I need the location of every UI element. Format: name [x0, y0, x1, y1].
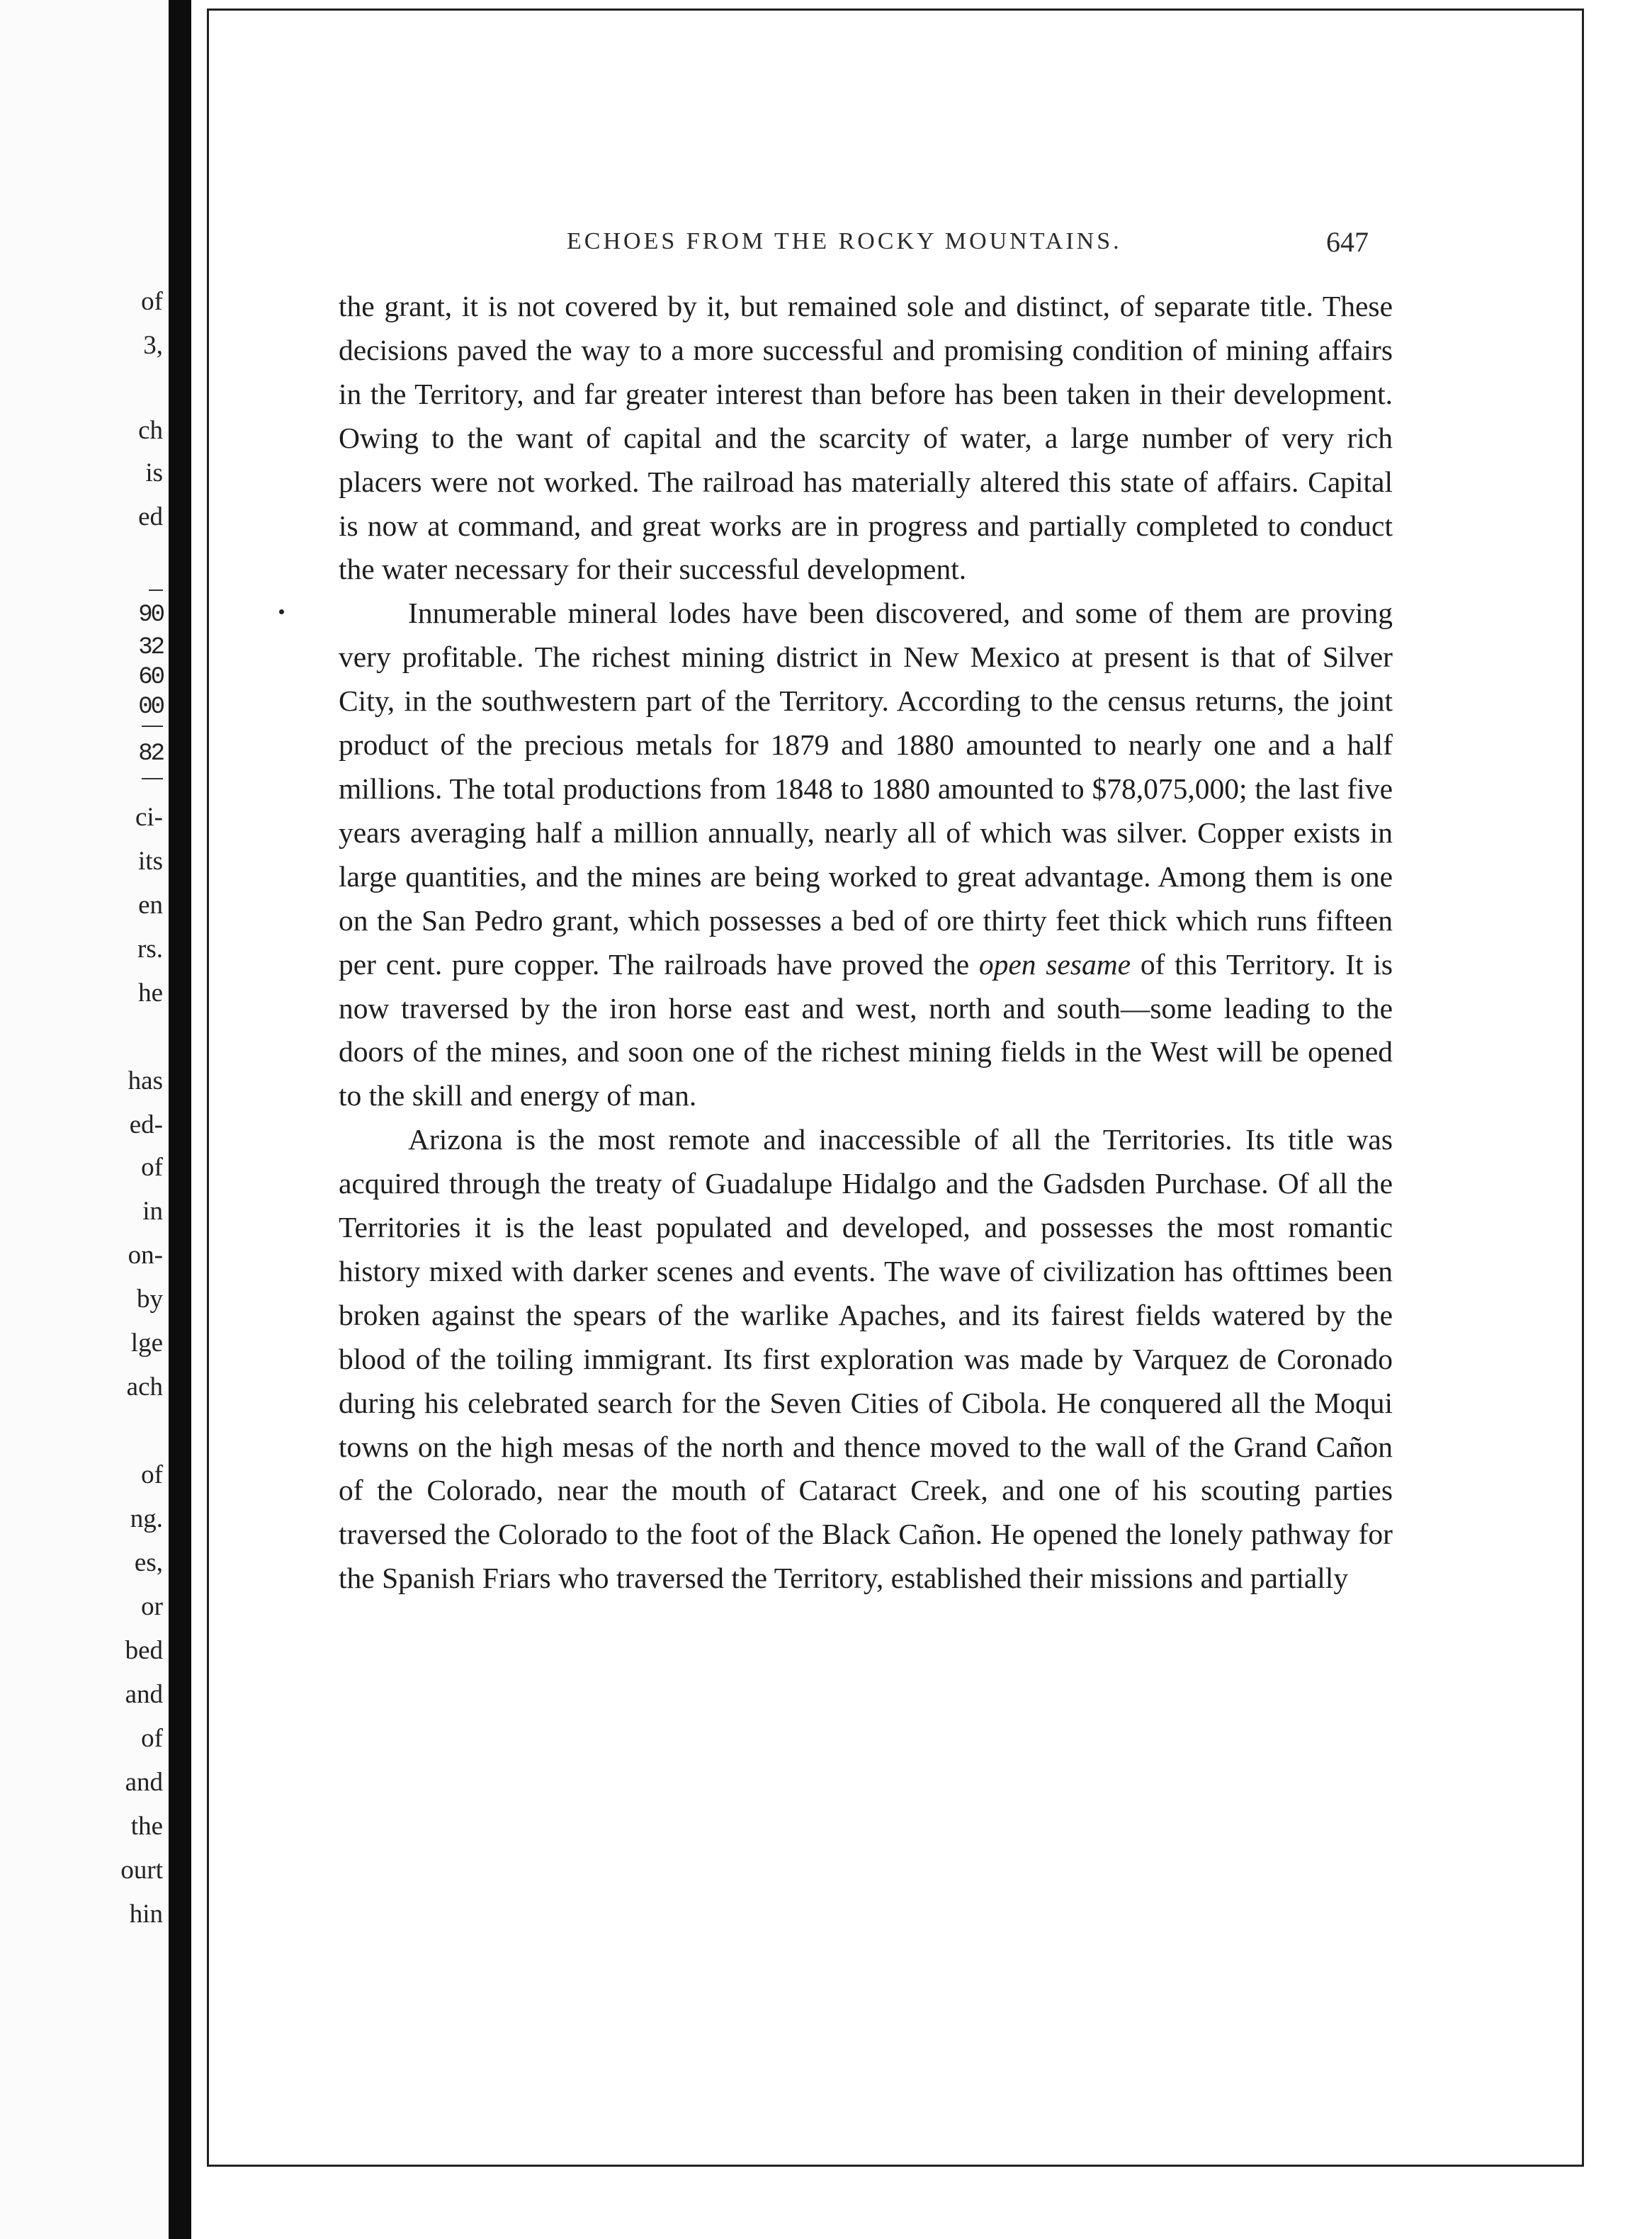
running-head: ECHOES FROM THE ROCKY MOUNTAINS.	[567, 228, 1122, 254]
left-fragment: of	[141, 1724, 163, 1753]
left-fragment: bed	[125, 1636, 163, 1665]
left-fragment: of	[141, 1153, 163, 1182]
left-fragment: is	[145, 458, 163, 487]
left-fragment: of	[141, 287, 163, 316]
left-fragment: by	[137, 1285, 163, 1314]
left-fragment: hin	[129, 1900, 163, 1929]
left-fragment: in	[142, 1197, 163, 1226]
left-fragment: and	[125, 1680, 163, 1709]
left-fragment: lge	[130, 1329, 163, 1358]
paragraph-1: the grant, it is not covered by it, but remained sole and distinct, of separate title. These decisions paved the way to a more successful and promising condition of mining affairs in the Territory, and far greater interest than before has been taken in their development. Owing to the want of capital and the scarcity of water, a large number of very rich placers were not worked. The railroad has materially altered this state of affairs. Capital is now at command, and great works are in progress and partially completed to conduct the water necessary for their successful development.	[339, 290, 1393, 586]
page-number: 647	[1326, 226, 1369, 258]
left-fragment: ng.	[130, 1504, 163, 1533]
book-gutter	[169, 0, 191, 2239]
left-fragment: 3,	[143, 331, 163, 360]
left-fragment: ch	[138, 416, 163, 445]
left-fragment: 60	[138, 664, 163, 691]
left-fragment: 32	[138, 634, 163, 661]
left-fragment: rs.	[137, 935, 163, 964]
left-fragment: or	[141, 1592, 163, 1621]
left-rule	[149, 590, 163, 591]
paragraph-2-text-a: Innumerable mineral lodes have been discovered, and some of them are proving very profitable. The richest mining district in New Mexico at present is that of Silver City, in the southwestern part of the Territory. According to the census returns, the joint product of the precious metals for 1879 and 1880 amounted to nearly one and a half millions. The total productions from 1848 to 1880 amounted to $78,075,000; the last five years averaging half a million annually, nearly all of which was silver. Copper exists in large quantities, and the mines are being worked to great advantage. Among them is one on the San Pedro grant, which possesses a bed of ore thirty feet thick which runs fifteen per cent. pure copper. The railroads have proved the	[339, 597, 1393, 981]
paragraph-3: Arizona is the most remote and inaccessible of all the Territories. Its title was acquired through the treaty of Guadalupe Hidalgo and the Gadsden Purchase. Of all the Territories it is the least populated and developed, and possesses the most romantic history mixed with darker scenes and events. The wave of civilization has ofttimes been broken against the spears of the warlike Apaches, and its fairest fields watered by the blood of the toiling immigrant. Its first exploration was made by Varquez de Coronado during his celebrated search for the Seven Cities of Cibola. He conquered all the Moqui towns on the high mesas of the north and thence moved to the wall of the Grand Cañon of the Colorado, near the mouth of Cataract Creek, and one of his scouting parties traversed the Colorado to the foot of the Black Cañon. He opened the lonely pathway for the Spanish Friars who traversed the Territory, established their missions and partially	[339, 1123, 1393, 1595]
left-fragment: has	[128, 1066, 163, 1095]
left-rule	[142, 726, 163, 727]
left-fragment: ed-	[129, 1110, 163, 1139]
left-fragment: ourt	[120, 1856, 163, 1885]
left-fragment: its	[138, 847, 163, 876]
open-sesame-italic: open sesame	[978, 947, 1131, 981]
left-fragment: he	[138, 978, 163, 1008]
left-fragment: and	[125, 1768, 163, 1797]
left-fragment: en	[138, 891, 163, 920]
left-fragment: ci-	[135, 803, 163, 832]
left-rule	[142, 778, 163, 779]
left-fragment: ed	[138, 502, 163, 531]
paragraph-2-text-b: of this Territory. It is now traversed by the iron horse east and west, north and south—some leading to the doors of the mines, and soon one of the richest mining fields in the West will be opened to the skill and energy of man.	[339, 947, 1393, 1112]
left-fragment: 90	[138, 602, 163, 628]
left-fragment: the	[130, 1812, 163, 1841]
left-fragment: 82	[138, 740, 163, 767]
body-text	[339, 285, 1393, 1601]
left-fragment: es,	[134, 1548, 163, 1577]
left-fragment: 00	[138, 694, 163, 721]
paragraph-2	[339, 592, 1393, 1118]
left-fragment: on-	[128, 1241, 163, 1270]
left-fragment: of	[141, 1460, 163, 1489]
left-facing-page	[0, 0, 169, 2239]
left-fragment: ach	[126, 1372, 163, 1402]
stray-ink-mark	[279, 609, 284, 614]
